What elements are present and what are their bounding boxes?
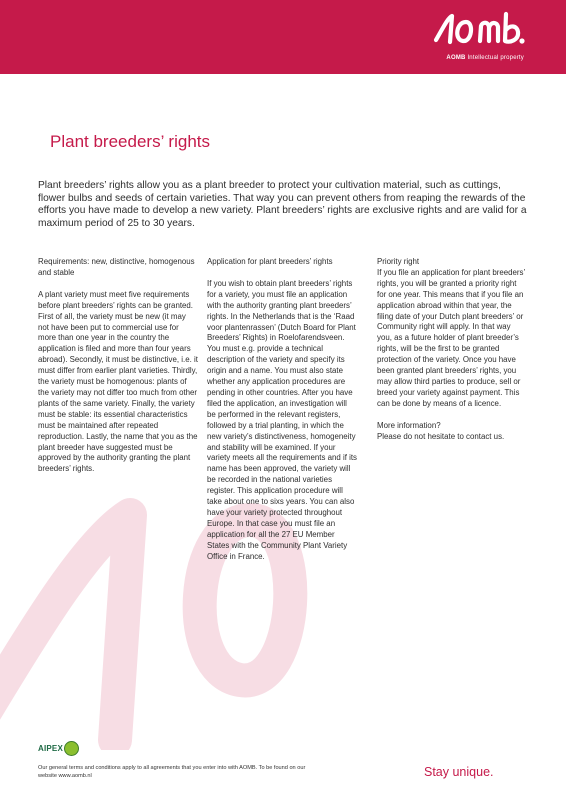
aipex-globe-icon [64, 741, 79, 756]
intro-paragraph: Plant breeders’ rights allow you as a plant breeder to protect your cultivation material, such as cuttings, flower bulbs and seeds of certain varieties. That way you can prevent others from reaping the rewards of the efforts you have made to develop a new variety. Plant breeders’ rights are exclusive rights and are valid for a maximum period of 25 to 30 years. [38, 180, 527, 229]
more-info-heading: More information? [377, 420, 441, 430]
application-heading: Application for plant breeders’ rights [207, 257, 333, 266]
priority-body: If you file an application for plant breeders’ rights, you will be granted a priority right for one year. This means that if you file an application abroad within that year, the filing date of your Dutch plant breeders’ or Community right will apply. In that way you, as a future holder of plant breeder’s rights, will be the first to be granted protection of the variety. Once you have been granted plant breeders’ rights, you may allow third parties to produce, sell or breed your variety against payment. This can be done by means of a licence. [377, 267, 525, 408]
more-info-body: Please do not hesitate to contact us. [377, 431, 505, 441]
column-priority [377, 257, 527, 443]
logo-caption [446, 55, 524, 61]
application-body: If you wish to obtain plant breeders’ rights for a variety, you must file an application with the authority granting plant breeders’ rights. In the Netherlands that is the ‘Raad voor plantenrassen’ (Dutch Board for Plant Breeders’ Rights) in Roelofarendsveen. You must e.g. provide a technical description of the variety and specify its origin and a name. You must also state whether any application procedures are pending in other countries. After you have filed the application, an investigation will be performed in the relevant registers, followed by a trial planting, in which the new variety’s distinctiveness, homogeneity and stability will be examined. If your variety meets all the requirements and if its name has been approved, the variety will be recorded in the national varieties register. This application procedure will take about one to sixs years. You can also have your variety protected throughout Europe. In that case you must file an application for all the 27 EU Member States with the Community Plant Variety Office in France. [207, 278, 357, 561]
column-application [207, 257, 357, 562]
requirements-heading: Requirements: new, distinctive, homogenous and stable [38, 257, 195, 277]
logo-name: AOMB [446, 55, 466, 61]
page-title: Plant breeders’ rights [50, 132, 211, 151]
header-bar [0, 0, 566, 74]
slogan: Stay unique. [424, 765, 494, 779]
aipex-logo-text: AIPEX [38, 743, 64, 753]
aipex-logo [38, 739, 79, 757]
column-requirements [38, 257, 198, 475]
priority-heading: Priority right [377, 257, 420, 266]
aomb-logo-icon [430, 10, 526, 54]
terms-text: Our general terms and conditions apply to all agreements that you enter into with AOMB. To be found on our website www.aomb.nl [38, 765, 306, 780]
logo-tagline: Intellectual property [467, 55, 524, 61]
requirements-body: A plant variety must meet five requirements before plant breeders’ rights can be granted. First of all, the variety must be new (it may not have been put to commercial use for more than one year in the country the application is filed and more than four years abroad). Secondly, it must be distinctive, i.e. it must differ from earlier plant varieties. Thirdly, the variety must be homogenous: plants of the variety may not differ too much from other plants of the same variety. Finally, the variety must be stable: its essential characteristics must be maintained after repeated reproduction. Lastly, the name that you as the plant breeder have suggested must be approved by the authority granting the plant breeders’ rights. [38, 289, 198, 474]
